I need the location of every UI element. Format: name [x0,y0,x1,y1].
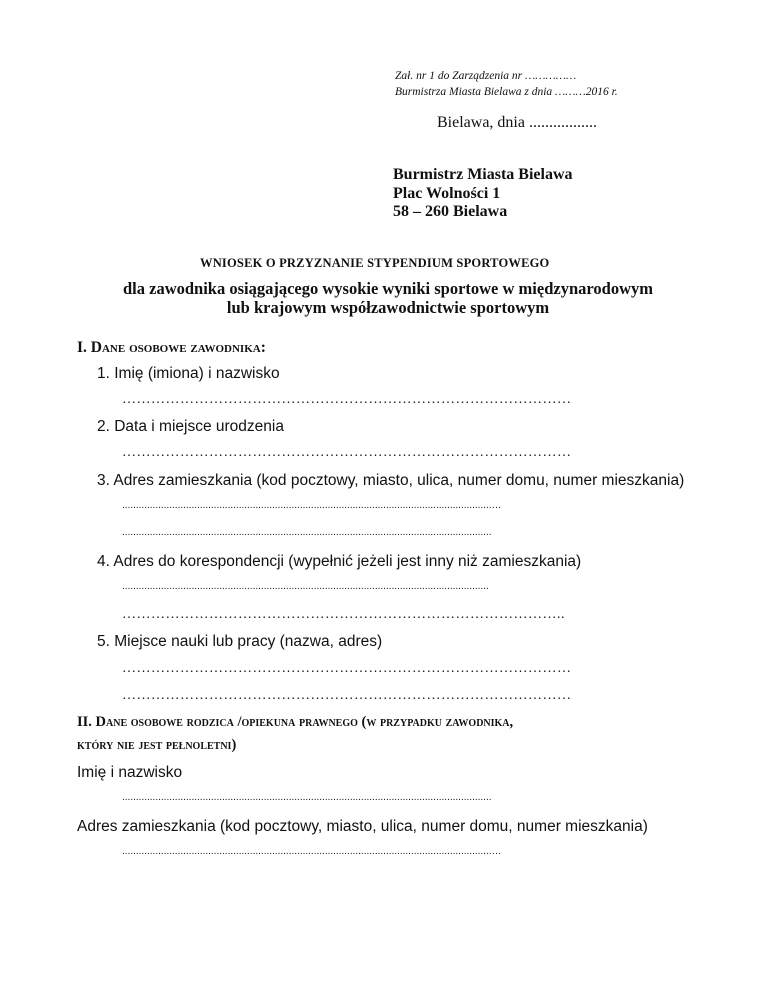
parent-name-fill-line[interactable]: ..................................................................................................................................... [122,792,492,803]
item-5-label: 5. Miejsce nauki lub pracy (nazwa, adres) [97,633,383,650]
document-title: WNIOSEK O PRZYZNANIE STYPENDIUM SPORTOWEGO [200,256,550,270]
item-1-label: 1. Imię (imiona) i nazwisko [97,365,280,382]
subtitle-line-2: lub krajowym współzawodnictwie sportowym [226,298,550,317]
section-1-heading-rest: ane osobowe zawodnika: [101,339,266,356]
place-date: Bielawa, dnia ................. [437,114,597,131]
item-5-fill-line-1[interactable]: ………………………………………………………………………………… [122,661,572,676]
annex-line-2: Burmistrza Miasta Bielawa z dnia ………2016 r. [395,86,618,98]
item-2-label: 2. Data i miejsce urodzenia [97,418,284,435]
item-3-fill-line-1[interactable]: .....................................................................................................................................… [122,500,502,511]
section-1-heading-prefix: I. D [77,339,102,356]
item-2-fill-line[interactable]: ………………………………………………………………………………… [122,445,572,460]
parent-name-label: Imię i nazwisko [77,764,183,781]
annex-note [395,68,618,100]
subtitle-line-1: dla zawodnika osiągającego wysokie wyniki sportowe w międzynarodowym [122,279,653,298]
item-4-fill-line-1[interactable]: .................................................................................................................................... [122,581,489,592]
annex-line-1: Zał. nr 1 do Zarządzenia nr …………… [395,70,577,82]
section-1-heading [77,339,266,357]
addressee-line-2: Plac Wolności 1 [393,184,501,202]
item-1-fill-line[interactable]: ………………………………………………………………………………… [122,392,572,407]
addressee-line-3: 58 – 260 Bielawa [393,203,508,220]
item-3-fill-line-2[interactable]: ..................................................................................................................................... [122,527,492,538]
item-4-label: 4. Adres do korespondencji (wypełnić jeżeli jest inny niż zamieszkania) [97,553,582,570]
section-2-heading-line-1: II. Dane osobowe rodzica /opiekuna prawnego (w przypadku zawodnika, [77,714,514,730]
parent-address-label: Adres zamieszkania (kod pocztowy, miasto, ulica, numer domu, numer mieszkania) [77,818,648,835]
item-4-fill-line-2[interactable]: ……………………………………………………………………………….. [122,607,565,622]
section-2-heading-line-2: który nie jest pełnoletni) [77,737,237,753]
addressee-line-1: Burmistrz Miasta Bielawa [393,166,573,183]
document-subtitle [100,279,676,317]
parent-address-fill-line[interactable]: .....................................................................................................................................… [122,846,502,857]
item-5-fill-line-2[interactable]: ………………………………………………………………………………… [122,688,572,703]
item-3-label: 3. Adres zamieszkania (kod pocztowy, miasto, ulica, numer domu, numer mieszkania) [97,472,685,489]
addressee-block [393,166,573,222]
